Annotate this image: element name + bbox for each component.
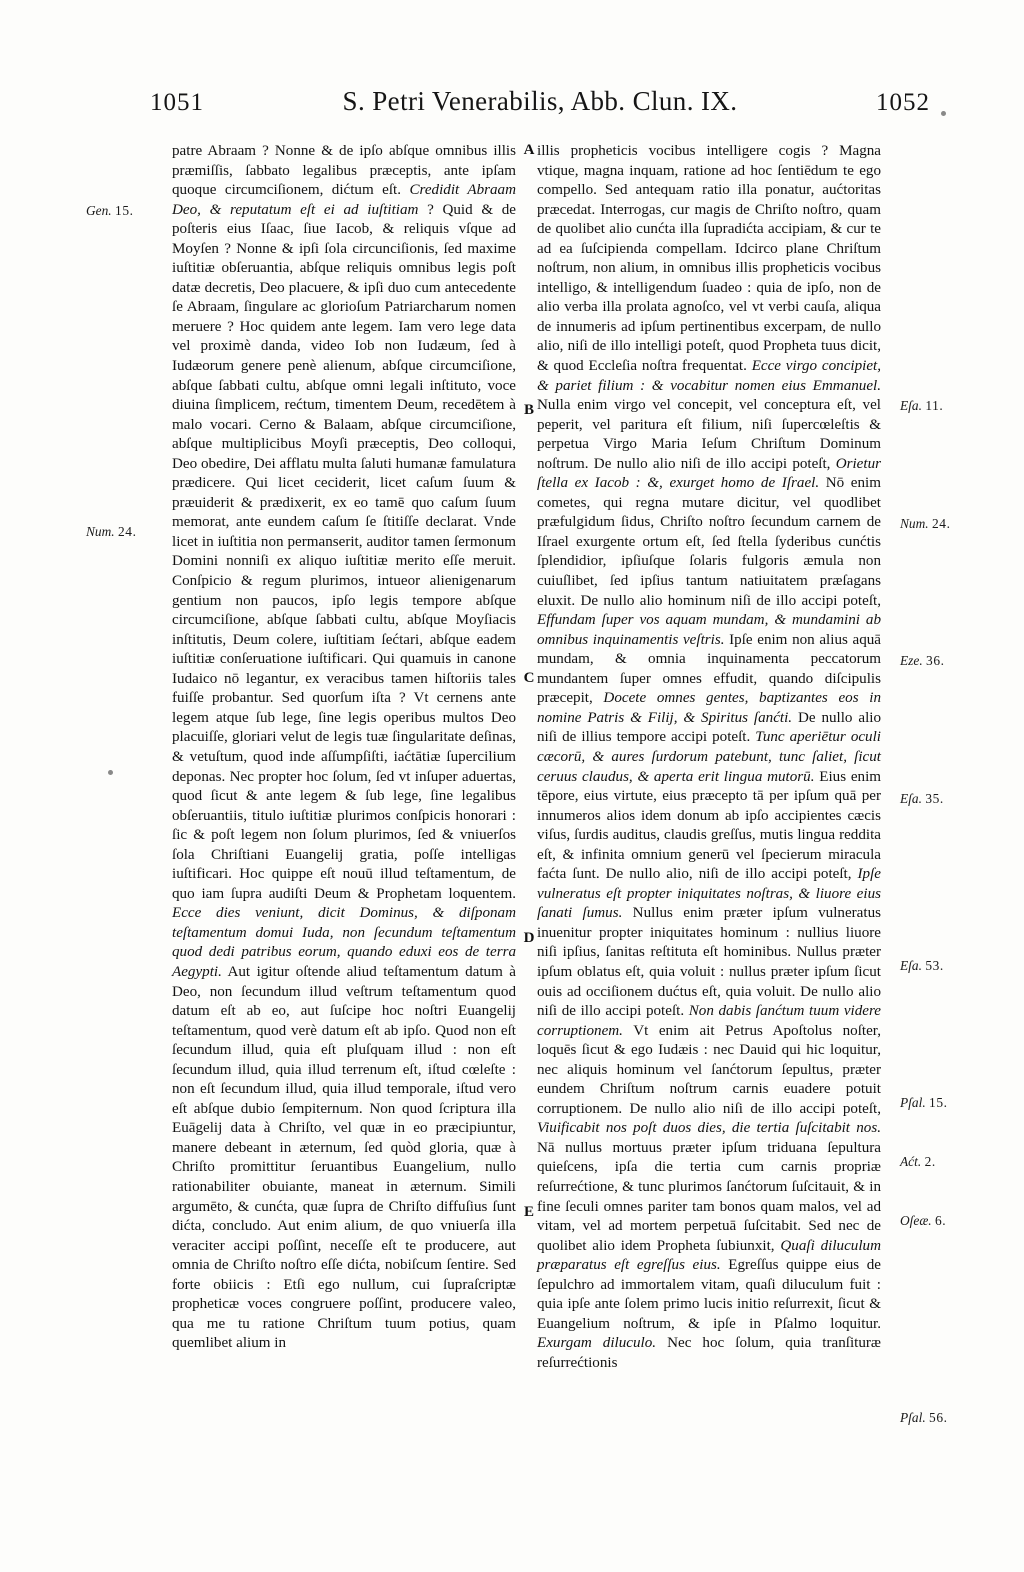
body-text: Nec hoc ſolum, quia tranſituræ reſurrećtionis: [537, 1335, 881, 1371]
margin-note-oseae-6: [900, 1213, 1010, 1229]
body-text: Egreſſus quippe eius de ſepulchro ad immortalem vitam, quaſi diluculum fuit : quia ipſe ante ſolem primo lucis initio reſurrexit, ſicut & Euangelium noſtrum, & ipſe in Pſalmo loquitur.: [537, 1257, 881, 1332]
running-head: [150, 86, 930, 126]
body-text: Nulla enim virgo vel concepit, vel conceptura eſt, vel peperit, vel paritura eſt filium, niſi ſupercœleſtis & perpetua Virgo Maria Ieſum Chriſtum Dominum noſtrum. De nullo alio niſi de illo accipi poteſt,: [537, 397, 881, 472]
body-text: Nō enim cometes, qui regna mutare dicitur, vel quodlibet præfulgidum ſidus, Chriſto noſtro ſecundum carnem de Iſrael exurgente ortum eſt, ſed ſtella ſyderibus cunćtis ſplendidior, ipſiuſque ſolaris fulgoris æmula non cuiuſlibet, ſed ipſius tantum natiuitatem præſagans eluxit. De nullo alio hominum niſi de illo accipi poteſt,: [537, 475, 881, 609]
body-text: Aut igitur oſtende aliud teſtamentum datum à Deo, non ſecundum illud veſtrum teſtamentum quod datum eſt ab eo, aut ſuſcipe hoc noſtri Euangelij teſtamentum, quod verè datum eſt ab ipſo. Quod non eſt ſecundum illud, quia eſt pluſquam illud : non eſt ſecundum illud, quia illud terrenum eſt, iſtud cœleſte : non eſt ſecundum illud, quia illud temporale, iſtud vero eſt abſque dubio ſempiternum. Non quod ſcriptura illa Euāgelij data à Chriſto, vel quæ in eo præcipiuntur, manere debeant in æternum, ſed quòd gloria, quæ à Chriſto promittitur ſeruantibus Euangelium, nullo rationabiliter obuiante, maneat in æternum. Simili argumēto, & cunćta, quæ ſupra de Chriſto diffuſius ſunt dićta, concludo. Aut enim alium, de quo vniuerſa illa veraciter accipi poſſint, neceſſe eſt te producere, aut omnia de Chriſto noſtro eſſe dićta, nobiſcum ſentire. Sed forte obiicis : Etſi ego nullum, cui ſupraſcriptæ propheticæ voces congruere poſſint, producere valeo, qua me tu ratione Chriſtum tuum potius, quam quemlibet alium in: [172, 963, 516, 1352]
margin-note-book: Eſa.: [900, 958, 922, 973]
margin-note-book: Pſal.: [900, 1095, 926, 1110]
section-letter-a: A: [523, 142, 535, 158]
margin-note-number: 6.: [934, 1213, 947, 1228]
scripture-quote: Effundam ſuper vos aquam mundam, & mundamini ab omnibus inquinamentis veſtris.: [537, 612, 881, 648]
body-text: Vt enim ait Petrus Apoſtolus noſter, loquēs ſicut & ego Iudæis : nec Dauid qui hic loquitur, nec aliquis hominum vel ſanćtorum ſepultus, præter eundem Chriſtum noſtrum carnis euadere potuit corruptionem. De nullo alio niſi de illo accipi poteſt,: [537, 1022, 881, 1117]
margin-note-number: 24.: [932, 516, 951, 531]
scripture-quote: Viuificabit nos poſt duos dies, die tertia ſuſcitabit nos.: [537, 1120, 881, 1137]
body-text: Nā nullus mortuus præter ipſum triduana ſepultura quieſcens, ipſa die tertia cum carnis propriæ reſurrećtione, & tunc plurimos ſanćtorum ſuſcitauit, & in fine ſeculi omnes pariter tam bonos quam malos, vel ad vitam, vel ad mortem perpetuā ſuſcitabit. Sed nec de quolibet alio idem Propheta ſubiunxit,: [537, 1139, 881, 1254]
scripture-quote: Quaſi diluculum præparatus eſt egreſſus eius.: [537, 1237, 881, 1274]
section-letter-e: E: [523, 1204, 534, 1220]
margin-note-book: Pſal.: [900, 1410, 926, 1425]
margin-note-number: 53.: [925, 958, 944, 973]
scan-speck: [941, 111, 946, 116]
body-text: illis propheticis vocibus intelligere cogis ? Magna vtique, magna inquam, ratione ad hoc ſentiēdum te ego compello. Sed antequam ratio illa ponatur, aućtoritas præcedat. Interrogas, cur magis de Chriſto noſtro, quam de quolibet alio cunćta illa ſupradićta accipiam, & cur te ad ea ſuſcipienda compellam. Idcirco plane Chriſtum noſtrum, non alium, in omnibus illis propheticis vocibus intelligo, & intelligendum ſuadeo : quia de ipſo, non de alio verba illa prolata agnoſco, vel vt verbi cauſa, aliqua de innumeris ad ipſum pertinentibus excerpam, de nullo alio, niſi de illo intelligi poteſt, quod Propheta tuus dicit, & quod Eccleſia noſtra frequentat.: [537, 143, 881, 375]
margin-note-gen-15: [86, 203, 170, 219]
column-body-left: [172, 142, 516, 1354]
right-text-column: [537, 142, 881, 1373]
body-text: Ipſe enim non alius aquā mundam, & omnia inquinamenta peccatorum mundantem ſuper omnes effudit, quando diſcipulis præcepit,: [537, 631, 882, 707]
body-text: ? Quid & de poſteris eius Iſaac, ſiue Iacob, & reliquis vſque ad Moyſen ? Nonne & ipſi ſola circunciſionis, ſed maxime iuſtitiæ obſeruantia, abſque reliquis omnibus legis poſt datæ decretis, Deo placuere, & ipſi duo cum antecedente ſe Abraam, ſingulare ac glorioſum Patriarcharum nomen meruere ? Hoc quidem ante legem. Iam vero lege data vel proximè danda, video Iob non Iudæum, ſed à Iudæorum genere penè alienum, abſque circumciſione, abſque ſabbati cultu, abſque omni legali inſtituto, voce diuina ſimplicem, rećtum, timentem Deum, recedētem à malo vocari. Cerno & Balaam, abſque circumciſione, abſque multiplicibus Moyſi præceptis, Deo colloqui, Deo obedire, Dei afflatu multa ſaluti humanæ famulatura prædicere. Qui licet ceciderit, licet caſum ſuum & præuiderit & prædixerit, ex eo tamē quo caſum ſuum memorat, ante eundem caſum ſe ſtitiſſe declarat. Vnde licet in iuſtitia non permanserit, auditor tamen ſermonum Domini nonniſi ex aliquo iuſtitiæ merito eſſe meruit. Conſpicio & regum plurimos, intueor alienigenarum gentium non paucos, ipſo legis tempore abſque circumciſione, abſque ſabbati cultu, abſque Moyſiacis inſtitutis, Deum colere, iuſtitiam ſećtari, abſque eadem iuſtitiæ conſeruatione iuſtificari. Qui quamuis in canone Iudaico nō legantur, ex veracibus tamen hiſtoriis tales fuiſſe probantur. Sed quorſum iſta ? Vt cernens ante legem atque ſub lege, ſine legis operibus multos Deo placuiſſe, gloriari velut de legis tuæ ſingularitate deſinas, & vetuſtum, quod inde aſſumpſiſti, iaćtātiæ ſupercilium deponas. Nec propter hoc ſolum, ſed vt inſuper aduertas, quod ſicut & ante legem & ſub lege, ſine legalibus obſeruantiis, titulo iuſtitiæ plurimos conſpicis honorari : ſic & poſt legem non ſolum plurimos, ſed & vniuerſos ſola Chriſtiani Euangelij gratia, poſſe intelligas iuſtificari. Hoc quippe eſt nouū illud teſtamentum, de quo iam ſupra audiſti Deum & Prophetam loquentem.: [172, 201, 516, 902]
body-text: Eius enim tēpore, eius virtute, eius præcepto tā per ipſum quā per innumeros alios idem donum ab ipſo accipientes cæcis viſus, ſurdis auditus, claudis greſſus, mutis lingua reddita eſt, & infinita omnium generū vel ſpecierum miracula faćta ſunt. De nullo alio, niſi de illo accipi poteſt,: [537, 768, 881, 883]
folio-number-right: 1052: [876, 89, 930, 116]
margin-note-psal-15: [900, 1095, 1010, 1111]
scripture-quote: Ecce virgo concipiet, & pariet filium : & vocabitur nomen eius Emmanuel.: [537, 358, 881, 394]
margin-note-number: 2.: [924, 1154, 936, 1169]
scripture-quote: Exurgam diluculo.: [537, 1335, 657, 1352]
margin-note-eze-36: [900, 653, 1010, 669]
scripture-quote: Non dabis ſanćtum tuum videre corruptionem.: [537, 1003, 881, 1039]
margin-note-number: 35.: [925, 791, 944, 806]
scripture-quote: Ipſe vulneratus eſt propter iniquitates noſtras, & liuore eius ſanati ſumus.: [537, 866, 881, 922]
margin-note-book: Eſa.: [900, 791, 922, 806]
margin-note-number: 11.: [925, 398, 944, 413]
margin-note-book: Eſa.: [900, 398, 922, 413]
section-letter-b: B: [523, 402, 534, 418]
margin-note-psal-56: [900, 1410, 1010, 1426]
margin-note-esa-11: [900, 398, 1010, 414]
left-text-column: [172, 142, 516, 1354]
scripture-quote: Docete omnes gentes, baptizantes eos in nomine Patris & Filij, & Spiritus ſanćti.: [537, 690, 881, 726]
page-title: S. Petri Venerabilis, Abb. Clun. IX.: [342, 86, 738, 116]
scripture-quote: Credidit Abraam Deo, & reputatum eſt ei ad iuſtitiam: [172, 182, 517, 218]
margin-note-number: 24.: [118, 524, 137, 539]
margin-note-book: Num.: [900, 516, 929, 531]
margin-note-esa-35: [900, 791, 1010, 807]
margin-note-number: 36.: [926, 653, 945, 668]
margin-note-number: 15.: [115, 203, 134, 218]
margin-note-book: Oſeæ.: [900, 1213, 932, 1228]
section-letter-d: D: [523, 930, 535, 946]
margin-note-act-2: [900, 1154, 1010, 1170]
body-text: De nullo alio niſi de illius tempore accipi poteſt.: [537, 709, 881, 746]
margin-note-book: Aćt.: [900, 1154, 922, 1169]
scripture-quote: Ecce dies veniunt, dicit Dominus, & diſponam teſtamentum domui Iuda, non ſecundum teſtamentum quod dedi patribus eorum, quando eduxi eos de terra Aegypti.: [172, 905, 516, 980]
scan-speck: [108, 770, 113, 775]
margin-note-book: Num.: [86, 524, 115, 539]
column-body-right: [537, 142, 881, 1373]
margin-note-book: Gen.: [86, 203, 112, 218]
margin-note-number: 15.: [929, 1095, 948, 1110]
scripture-quote: Orietur ſtella ex Iacob : &, exurget homo de Iſrael.: [537, 455, 881, 492]
scripture-quote: Tunc aperiētur oculi cæcorū, & aures ſurdorum patebunt, tunc ſaliet, ſicut ceruus claudus, & aperta erit lingua mutorū.: [537, 729, 881, 785]
body-text: Nullus enim præter ipſum vulneratus inuenitur propter iniquitates hominum : nullius liuore niſi ipſius, ſanitas reſtituta eſt hominibus. Nullus præter ipſum oblatus eſt, quia voluit : nullus præter ipſum ſicut ouis ad occiſionem dućtus eſt, quia voluit. De nullo alio niſi de illo accipi poteſt.: [537, 905, 881, 1020]
margin-note-esa-53: [900, 958, 1010, 974]
margin-note-num-24-left: [86, 524, 170, 540]
section-letter-c: C: [523, 670, 535, 686]
body-text: patre Abraam ? Nonne & de ipſo abſque omnibus illis præmiſſis, ſabbato legalibus præceptis, ante ipſam quoque circumciſionem, dićtum eſt.: [172, 143, 516, 199]
margin-note-number: 56.: [929, 1410, 948, 1425]
margin-note-num-24-right: [900, 516, 1010, 532]
folio-number-left: 1051: [150, 89, 204, 116]
margin-note-book: Eze.: [900, 653, 923, 668]
